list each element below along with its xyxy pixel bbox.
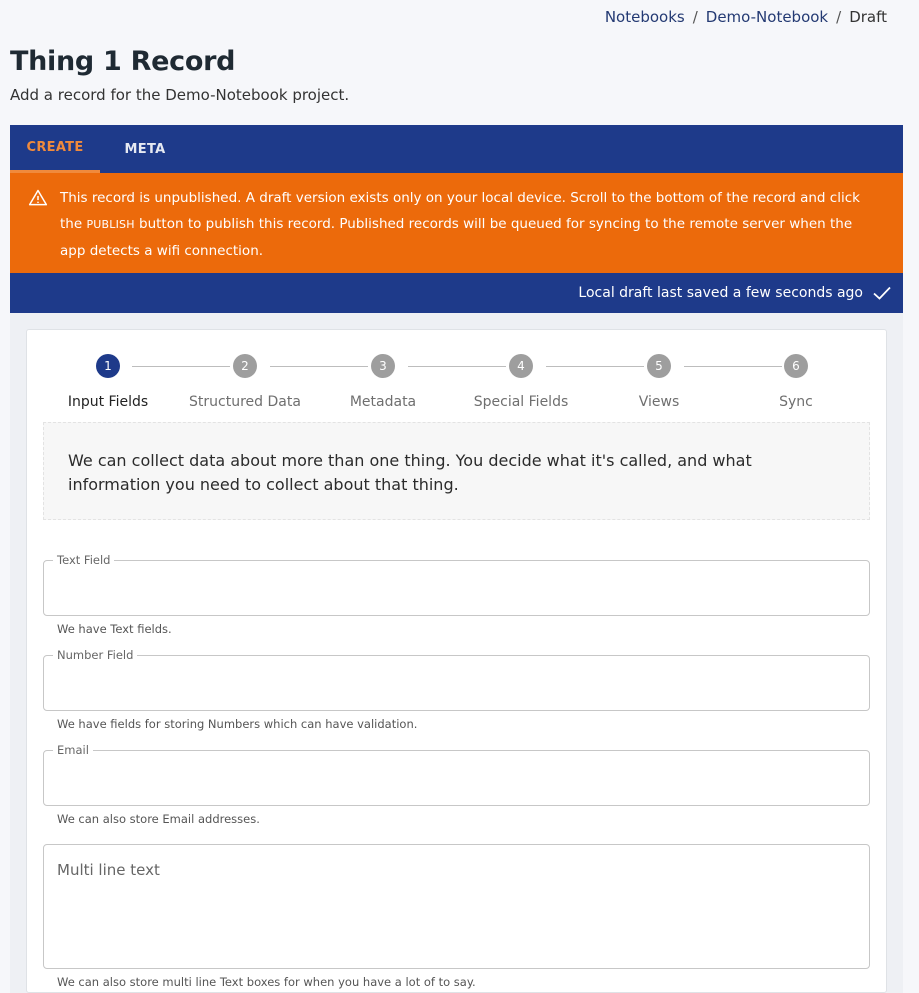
tab-bar — [10, 125, 903, 173]
step-number: 6 — [784, 354, 808, 378]
text-field[interactable] — [43, 553, 870, 616]
breadcrumb-separator: / — [692, 8, 698, 26]
step-number: 1 — [96, 354, 120, 378]
step-label: Views — [638, 394, 680, 410]
multiline-text-helper: We can also store multi line Text boxes for when you have a lot of to say. — [57, 975, 476, 989]
email-field-helper: We can also store Email addresses. — [57, 812, 260, 826]
step-label: Sync — [779, 394, 813, 410]
text-field-label: Text Field — [53, 553, 114, 567]
multiline-text-field[interactable] — [43, 844, 870, 969]
step-label: Metadata — [349, 394, 417, 410]
alert-publish-word: PUBLISH — [86, 218, 135, 231]
step-sync[interactable] — [726, 354, 866, 410]
section-description: We can collect data about more than one thing. You decide what it's called, and what information you need to collect about that thing. — [43, 422, 870, 520]
step-number: 4 — [509, 354, 533, 378]
breadcrumb-link-demo-notebook[interactable]: Demo-Notebook — [705, 8, 829, 26]
number-field-input[interactable] — [44, 656, 869, 710]
alert-text-after: button to publish this record. Published records will be queued for syncing to the remote server when the app detects a wifi connection. — [60, 216, 853, 259]
page-title: Thing 1 Record — [10, 46, 236, 77]
step-number: 5 — [647, 354, 671, 378]
email-field-label: Email — [53, 743, 93, 757]
tab-meta[interactable]: META — [124, 141, 166, 157]
step-label: Special Fields — [473, 394, 569, 410]
step-metadata[interactable] — [313, 354, 453, 410]
step-number: 3 — [371, 354, 395, 378]
save-status-bar — [10, 273, 903, 313]
number-field-label: Number Field — [53, 648, 137, 662]
unpublished-alert — [10, 173, 903, 273]
step-structured-data[interactable] — [175, 354, 315, 410]
email-field-input[interactable] — [44, 751, 869, 805]
step-views[interactable] — [589, 354, 729, 410]
breadcrumb — [605, 8, 887, 26]
text-field-helper: We have Text fields. — [57, 622, 172, 636]
warning-triangle-icon — [28, 188, 48, 208]
tab-create[interactable]: CREATE — [10, 125, 100, 173]
page-subtitle: Add a record for the Demo-Notebook project. — [10, 86, 350, 104]
text-field-input[interactable] — [44, 561, 869, 615]
email-field[interactable] — [43, 743, 870, 806]
number-field[interactable] — [43, 648, 870, 711]
number-field-helper: We have fields for storing Numbers which can have validation. — [57, 717, 418, 731]
multiline-text-input[interactable] — [44, 845, 869, 968]
check-icon — [873, 286, 891, 300]
step-input-fields[interactable] — [38, 354, 178, 410]
breadcrumb-link-notebooks[interactable]: Notebooks — [604, 8, 685, 26]
alert-text-before: This record is unpublished. A draft version exists only on your local device. Scroll to the bottom of the record and click the — [60, 190, 860, 232]
save-status-text: Local draft last saved a few seconds ago — [578, 285, 863, 301]
breadcrumb-current: Draft — [849, 8, 887, 26]
step-special-fields[interactable] — [451, 354, 591, 410]
step-label: Input Fields — [67, 394, 149, 410]
step-number: 2 — [233, 354, 257, 378]
stepper — [26, 354, 887, 414]
breadcrumb-separator: / — [836, 8, 842, 26]
step-label: Structured Data — [189, 394, 301, 410]
